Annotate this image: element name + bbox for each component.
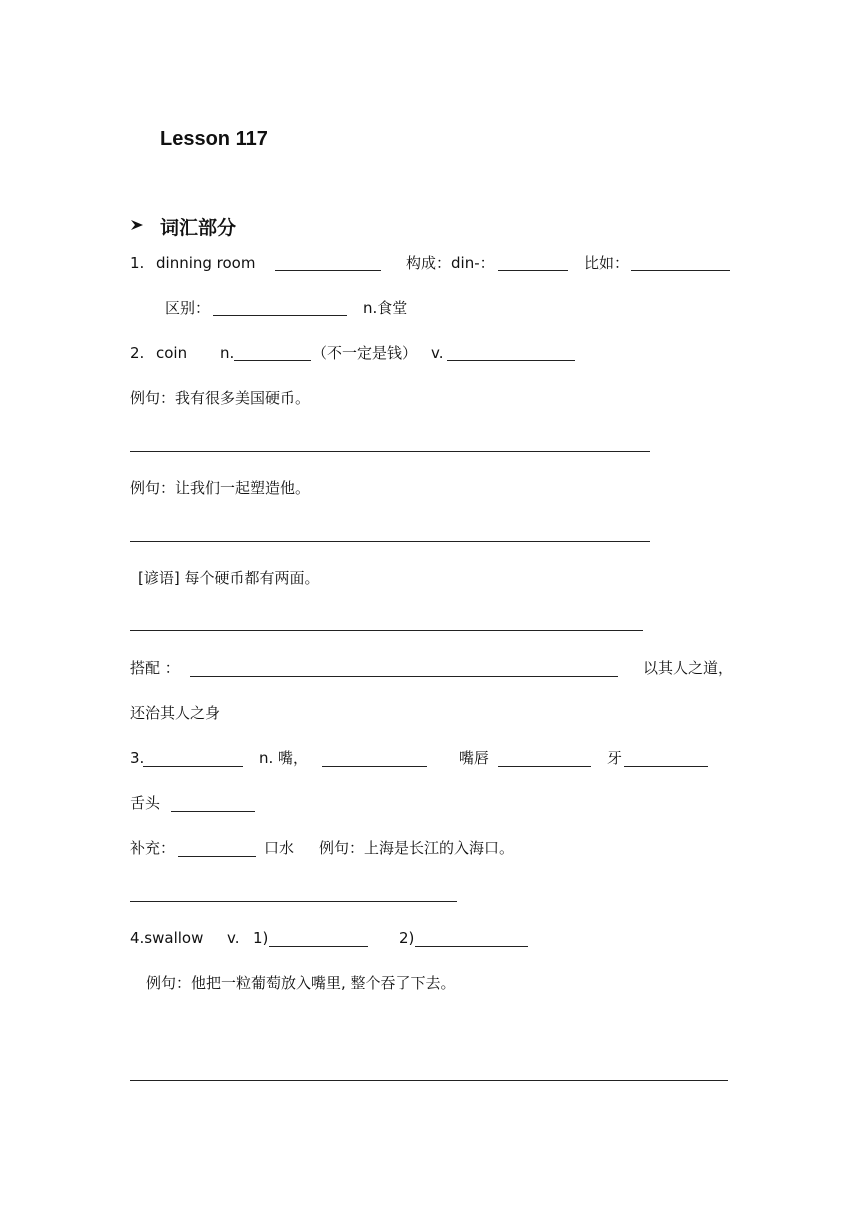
answer-blank[interactable]	[624, 766, 708, 767]
example-sentence: 例句：他把一粒葡萄放入嘴里, 整个吞了下去。	[146, 974, 456, 992]
distinguish-label: 区别：	[165, 299, 211, 317]
answer-line[interactable]	[130, 1080, 728, 1081]
note-text: （不一定是钱）	[312, 344, 418, 362]
meaning-text: n.食堂	[363, 299, 408, 317]
answer-line[interactable]	[130, 630, 643, 631]
answer-blank[interactable]	[447, 360, 575, 361]
answer-blank[interactable]	[171, 811, 255, 812]
formation-label: 构成：din-：	[406, 254, 495, 272]
sense-number: 1)	[253, 929, 269, 947]
answer-blank[interactable]	[498, 766, 591, 767]
section-heading: 词汇部分	[160, 217, 237, 239]
example-sentence: 例句：让我们一起塑造他。	[130, 479, 311, 497]
verb-label: v.	[431, 344, 444, 362]
answer-blank[interactable]	[143, 766, 243, 767]
teeth-text: 牙	[607, 749, 623, 767]
answer-line[interactable]	[130, 541, 650, 542]
example-label: 比如：	[584, 254, 630, 272]
vocab-word: coin	[156, 344, 188, 362]
answer-blank[interactable]	[275, 270, 381, 271]
vocab-word: 4.swallow	[130, 929, 204, 947]
answer-blank[interactable]	[631, 270, 730, 271]
collocation-label: 搭配 ：	[130, 659, 180, 677]
mouth-text: n. 嘴，	[259, 749, 309, 767]
collocation-meaning: 以其人之道，	[643, 659, 734, 677]
answer-blank[interactable]	[213, 315, 347, 316]
item-number: 1.	[130, 254, 145, 272]
noun-label: n.	[220, 344, 235, 362]
tongue-text: 舌头	[130, 794, 161, 812]
item-number: 3.	[130, 749, 145, 767]
saliva-text: 口水	[264, 839, 295, 857]
page-title: Lesson 117	[160, 128, 268, 150]
arrow-bullet-icon	[130, 219, 144, 231]
answer-blank[interactable]	[322, 766, 427, 767]
answer-blank[interactable]	[178, 856, 256, 857]
answer-blank[interactable]	[269, 946, 368, 947]
vocab-word: dinning room	[156, 254, 256, 272]
lips-text: 嘴唇	[459, 749, 490, 767]
proverb-text: [谚语] 每个硬币都有两面。	[138, 569, 320, 587]
example-sentence: 例句：我有很多美国硬币。	[130, 389, 311, 407]
answer-line[interactable]	[130, 901, 457, 902]
answer-blank[interactable]	[498, 270, 568, 271]
verb-label: v.	[227, 929, 240, 947]
supplement-label: 补充：	[130, 839, 176, 857]
collocation-meaning-continued: 还治其人之身	[130, 704, 221, 722]
answer-line[interactable]	[130, 451, 650, 452]
answer-blank[interactable]	[234, 360, 311, 361]
sense-number: 2)	[399, 929, 415, 947]
answer-blank[interactable]	[190, 676, 618, 677]
example-sentence: 例句：上海是长江的入海口。	[319, 839, 515, 857]
item-number: 2.	[130, 344, 145, 362]
answer-blank[interactable]	[415, 946, 528, 947]
